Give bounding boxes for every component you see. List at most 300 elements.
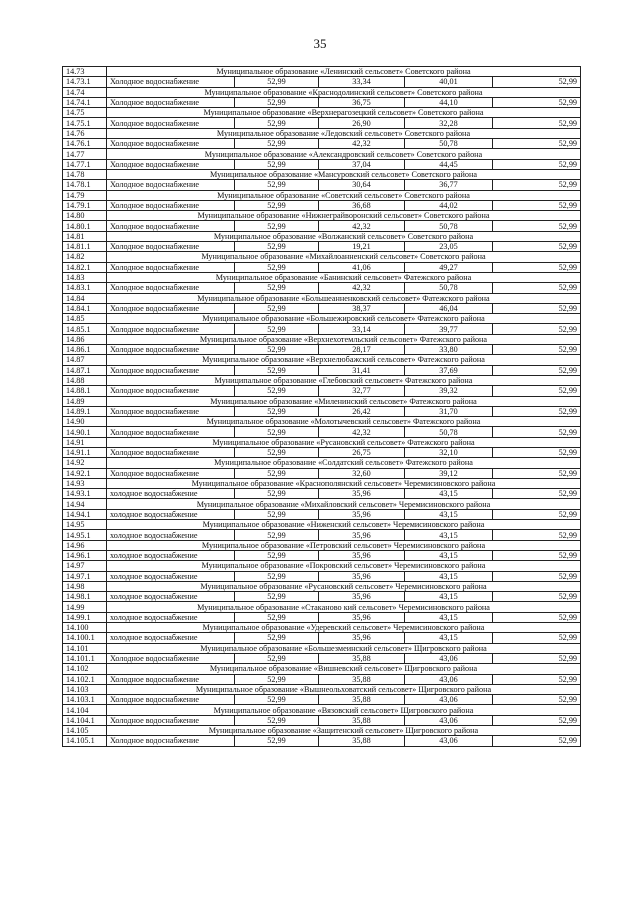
service-name: Холодное водоснабжение <box>107 427 235 437</box>
value-2: 36,68 <box>319 200 405 210</box>
service-row <box>63 303 581 313</box>
municipality-title: Муниципальное образование «Ледовский сельсовет» Советского района <box>107 128 581 138</box>
municipality-title: Муниципальное образование «Верхнелюбажский сельсовет» Фатежского района <box>107 355 581 365</box>
section-number: 14.82 <box>63 252 107 262</box>
service-row <box>63 550 581 560</box>
service-row <box>63 674 581 684</box>
value-3: 43,15 <box>405 550 493 560</box>
subsection-number: 14.88.1 <box>63 386 107 396</box>
value-1: 52,99 <box>235 571 319 581</box>
municipality-row <box>63 128 581 138</box>
service-name: Холодное водоснабжение <box>107 447 235 457</box>
service-name: Холодное водоснабжение <box>107 386 235 396</box>
value-2: 35,96 <box>319 489 405 499</box>
subsection-number: 14.87.1 <box>63 365 107 375</box>
subsection-number: 14.78.1 <box>63 180 107 190</box>
value-4: 52,99 <box>493 283 581 293</box>
value-3: 50,78 <box>405 139 493 149</box>
tariff-table-body <box>63 67 581 747</box>
tariff-table <box>62 66 581 747</box>
value-2: 35,96 <box>319 530 405 540</box>
service-row <box>63 242 581 252</box>
service-name: Холодное водоснабжение <box>107 468 235 478</box>
value-1: 52,99 <box>235 242 319 252</box>
municipality-title: Муниципальное образование «Михайлоанненский сельсовет» Советского района <box>107 252 581 262</box>
subsection-number: 14.79.1 <box>63 200 107 210</box>
service-name: холодное водоснабжение <box>107 571 235 581</box>
section-number: 14.102 <box>63 664 107 674</box>
value-3: 49,27 <box>405 262 493 272</box>
section-number: 14.81 <box>63 231 107 241</box>
municipality-title: Муниципальное образование «Глебовский сельсовет» Фатежского района <box>107 375 581 385</box>
municipality-row <box>63 396 581 406</box>
value-4: 52,99 <box>493 447 581 457</box>
subsection-number: 14.103.1 <box>63 695 107 705</box>
service-row <box>63 427 581 437</box>
value-1: 52,99 <box>235 345 319 355</box>
service-name: Холодное водоснабжение <box>107 715 235 725</box>
value-3: 43,06 <box>405 674 493 684</box>
service-row <box>63 200 581 210</box>
value-2: 32,60 <box>319 468 405 478</box>
municipality-row <box>63 458 581 468</box>
value-1: 52,99 <box>235 612 319 622</box>
subsection-number: 14.99.1 <box>63 612 107 622</box>
subsection-number: 14.75.1 <box>63 118 107 128</box>
service-name: Холодное водоснабжение <box>107 653 235 663</box>
service-row <box>63 736 581 746</box>
municipality-row <box>63 643 581 653</box>
value-3: 43,15 <box>405 530 493 540</box>
municipality-title: Муниципальное образование «Большеанненковский сельсовет» Фатежского района <box>107 293 581 303</box>
municipality-row <box>63 684 581 694</box>
value-2: 37,04 <box>319 159 405 169</box>
value-1: 52,99 <box>235 97 319 107</box>
value-2: 30,64 <box>319 180 405 190</box>
service-name: холодное водоснабжение <box>107 550 235 560</box>
value-2: 35,88 <box>319 695 405 705</box>
value-3: 37,69 <box>405 365 493 375</box>
municipality-row <box>63 334 581 344</box>
value-2: 28,17 <box>319 345 405 355</box>
subsection-number: 14.100.1 <box>63 633 107 643</box>
subsection-number: 14.91.1 <box>63 447 107 457</box>
municipality-title: Муниципальное образование «Краснодолинский сельсовет» Советского района <box>107 87 581 97</box>
municipality-row <box>63 561 581 571</box>
subsection-number: 14.76.1 <box>63 139 107 149</box>
subsection-number: 14.77.1 <box>63 159 107 169</box>
subsection-number: 14.96.1 <box>63 550 107 560</box>
value-3: 43,15 <box>405 509 493 519</box>
value-4: 52,99 <box>493 324 581 334</box>
subsection-number: 14.81.1 <box>63 242 107 252</box>
subsection-number: 14.74.1 <box>63 97 107 107</box>
page-number: 35 <box>313 36 327 51</box>
value-4: 52,99 <box>493 530 581 540</box>
subsection-number: 14.101.1 <box>63 653 107 663</box>
value-1: 52,99 <box>235 530 319 540</box>
municipality-title: Муниципальное образование «Александровский сельсовет» Советского района <box>107 149 581 159</box>
value-2: 33,34 <box>319 77 405 87</box>
municipality-row <box>63 355 581 365</box>
value-2: 26,42 <box>319 406 405 416</box>
subsection-number: 14.105.1 <box>63 736 107 746</box>
section-number: 14.74 <box>63 87 107 97</box>
municipality-title: Муниципальное образование «Большежировский сельсовет» Фатежского района <box>107 314 581 324</box>
value-4: 52,99 <box>493 180 581 190</box>
value-1: 52,99 <box>235 427 319 437</box>
subsection-number: 14.80.1 <box>63 221 107 231</box>
subsection-number: 14.97.1 <box>63 571 107 581</box>
municipality-title: Муниципальное образование «Банинский сельсовет» Фатежского района <box>107 272 581 282</box>
value-1: 52,99 <box>235 695 319 705</box>
section-number: 14.85 <box>63 314 107 324</box>
value-1: 52,99 <box>235 283 319 293</box>
value-2: 42,32 <box>319 427 405 437</box>
municipality-title: Муниципальное образование «Нижнеграйворонский сельсовет» Советского района <box>107 211 581 221</box>
municipality-row <box>63 375 581 385</box>
municipality-title: Муниципальное образование «Советский сельсовет» Советского района <box>107 190 581 200</box>
value-3: 50,78 <box>405 283 493 293</box>
value-3: 50,78 <box>405 427 493 437</box>
value-3: 40,01 <box>405 77 493 87</box>
value-3: 43,06 <box>405 653 493 663</box>
value-4: 52,99 <box>493 221 581 231</box>
service-row <box>63 118 581 128</box>
service-name: Холодное водоснабжение <box>107 180 235 190</box>
municipality-row <box>63 520 581 530</box>
section-number: 14.88 <box>63 375 107 385</box>
municipality-row <box>63 581 581 591</box>
service-row <box>63 221 581 231</box>
municipality-row <box>63 437 581 447</box>
section-number: 14.84 <box>63 293 107 303</box>
section-number: 14.94 <box>63 499 107 509</box>
value-3: 50,78 <box>405 221 493 231</box>
value-1: 52,99 <box>235 221 319 231</box>
service-name: Холодное водоснабжение <box>107 303 235 313</box>
municipality-row <box>63 87 581 97</box>
section-number: 14.86 <box>63 334 107 344</box>
municipality-row <box>63 293 581 303</box>
municipality-row <box>63 602 581 612</box>
value-2: 38,37 <box>319 303 405 313</box>
value-1: 52,99 <box>235 736 319 746</box>
value-2: 35,88 <box>319 715 405 725</box>
value-2: 36,75 <box>319 97 405 107</box>
service-name: Холодное водоснабжение <box>107 97 235 107</box>
value-4: 52,99 <box>493 159 581 169</box>
value-4: 52,99 <box>493 345 581 355</box>
municipality-row <box>63 190 581 200</box>
value-3: 46,04 <box>405 303 493 313</box>
value-3: 43,06 <box>405 695 493 705</box>
municipality-title: Муниципальное образование «Петровский сельсовет» Черемисиновского района <box>107 540 581 550</box>
service-row <box>63 283 581 293</box>
municipality-row <box>63 705 581 715</box>
value-1: 52,99 <box>235 715 319 725</box>
value-4: 52,99 <box>493 571 581 581</box>
value-4: 52,99 <box>493 242 581 252</box>
service-name: холодное водоснабжение <box>107 530 235 540</box>
service-row <box>63 262 581 272</box>
service-name: Холодное водоснабжение <box>107 283 235 293</box>
municipality-title: Муниципальное образование «Вязовский сельсовет» Щигровского района <box>107 705 581 715</box>
municipality-title: Муниципальное образование «Молотычевский сельсовет» Фатежского района <box>107 417 581 427</box>
service-row <box>63 97 581 107</box>
subsection-number: 14.82.1 <box>63 262 107 272</box>
value-4: 52,99 <box>493 406 581 416</box>
value-3: 43,15 <box>405 571 493 581</box>
service-name: Холодное водоснабжение <box>107 674 235 684</box>
value-1: 52,99 <box>235 674 319 684</box>
value-1: 52,99 <box>235 489 319 499</box>
service-row <box>63 489 581 499</box>
municipality-title: Муниципальное образование «Краснополянский сельсовет» Черемисиновского района <box>107 478 581 488</box>
service-row <box>63 324 581 334</box>
municipality-title: Муниципальное образование «Ниженский сельсовет» Черемисиновского района <box>107 520 581 530</box>
section-number: 14.99 <box>63 602 107 612</box>
value-4: 52,99 <box>493 653 581 663</box>
value-2: 35,96 <box>319 550 405 560</box>
municipality-row <box>63 231 581 241</box>
section-number: 14.93 <box>63 478 107 488</box>
service-row <box>63 509 581 519</box>
value-4: 52,99 <box>493 612 581 622</box>
value-2: 32,77 <box>319 386 405 396</box>
municipality-row <box>63 108 581 118</box>
municipality-row <box>63 314 581 324</box>
section-number: 14.105 <box>63 726 107 736</box>
service-name: Холодное водоснабжение <box>107 242 235 252</box>
value-2: 33,14 <box>319 324 405 334</box>
value-3: 43,06 <box>405 715 493 725</box>
value-4: 52,99 <box>493 365 581 375</box>
value-1: 52,99 <box>235 509 319 519</box>
service-row <box>63 406 581 416</box>
service-name: Холодное водоснабжение <box>107 77 235 87</box>
value-4: 52,99 <box>493 468 581 478</box>
service-name: холодное водоснабжение <box>107 612 235 622</box>
section-number: 14.78 <box>63 169 107 179</box>
municipality-title: Муниципальное образование «Стаканово кий сельсовет» Черемисиновского района <box>107 602 581 612</box>
service-row <box>63 139 581 149</box>
service-row <box>63 365 581 375</box>
value-3: 32,10 <box>405 447 493 457</box>
service-row <box>63 386 581 396</box>
service-name: холодное водоснабжение <box>107 592 235 602</box>
municipality-row <box>63 169 581 179</box>
municipality-title: Муниципальное образование «Мансуровский сельсовет» Советского района <box>107 169 581 179</box>
subsection-number: 14.85.1 <box>63 324 107 334</box>
value-1: 52,99 <box>235 180 319 190</box>
value-1: 52,99 <box>235 324 319 334</box>
municipality-title: Муниципальное образование «Верхнехотемльский сельсовет» Фатежского района <box>107 334 581 344</box>
value-4: 52,99 <box>493 695 581 705</box>
value-4: 52,99 <box>493 97 581 107</box>
value-3: 43,15 <box>405 612 493 622</box>
section-number: 14.92 <box>63 458 107 468</box>
subsection-number: 14.92.1 <box>63 468 107 478</box>
value-3: 43,06 <box>405 736 493 746</box>
value-2: 35,96 <box>319 612 405 622</box>
value-3: 39,12 <box>405 468 493 478</box>
value-4: 52,99 <box>493 736 581 746</box>
service-row <box>63 653 581 663</box>
value-3: 44,45 <box>405 159 493 169</box>
value-2: 31,41 <box>319 365 405 375</box>
service-row <box>63 530 581 540</box>
value-1: 52,99 <box>235 118 319 128</box>
section-number: 14.104 <box>63 705 107 715</box>
value-1: 52,99 <box>235 303 319 313</box>
municipality-title: Муниципальное образование «Защитенский сельсовет» Щигровского района <box>107 726 581 736</box>
subsection-number: 14.95.1 <box>63 530 107 540</box>
service-name: Холодное водоснабжение <box>107 345 235 355</box>
value-1: 52,99 <box>235 653 319 663</box>
municipality-row <box>63 540 581 550</box>
value-2: 35,96 <box>319 509 405 519</box>
value-4: 52,99 <box>493 118 581 128</box>
value-3: 44,02 <box>405 200 493 210</box>
value-2: 19,21 <box>319 242 405 252</box>
municipality-row <box>63 149 581 159</box>
value-4: 52,99 <box>493 674 581 684</box>
section-number: 14.98 <box>63 581 107 591</box>
municipality-row <box>63 623 581 633</box>
municipality-row <box>63 478 581 488</box>
subsection-number: 14.104.1 <box>63 715 107 725</box>
municipality-title: Муниципальное образование «Вышнеольховатский сельсовет» Щигровского района <box>107 684 581 694</box>
section-number: 14.73 <box>63 67 107 77</box>
service-name: холодное водоснабжение <box>107 633 235 643</box>
service-name: Холодное водоснабжение <box>107 262 235 272</box>
value-3: 39,32 <box>405 386 493 396</box>
value-1: 52,99 <box>235 200 319 210</box>
value-4: 52,99 <box>493 386 581 396</box>
value-4: 52,99 <box>493 633 581 643</box>
value-4: 52,99 <box>493 262 581 272</box>
value-1: 52,99 <box>235 447 319 457</box>
service-row <box>63 159 581 169</box>
subsection-number: 14.83.1 <box>63 283 107 293</box>
value-3: 39,77 <box>405 324 493 334</box>
service-name: Холодное водоснабжение <box>107 695 235 705</box>
value-2: 35,88 <box>319 653 405 663</box>
value-3: 36,77 <box>405 180 493 190</box>
service-row <box>63 468 581 478</box>
value-3: 43,15 <box>405 633 493 643</box>
value-1: 52,99 <box>235 633 319 643</box>
service-name: Холодное водоснабжение <box>107 159 235 169</box>
value-4: 52,99 <box>493 592 581 602</box>
subsection-number: 14.94.1 <box>63 509 107 519</box>
value-4: 52,99 <box>493 715 581 725</box>
municipality-title: Муниципальное образование «Вишневский сельсовет» Щигровского района <box>107 664 581 674</box>
value-1: 52,99 <box>235 365 319 375</box>
value-3: 31,70 <box>405 406 493 416</box>
municipality-title: Муниципальное образование «Михайловский сельсовет» Черемисиновского района <box>107 499 581 509</box>
value-2: 26,75 <box>319 447 405 457</box>
municipality-title: Муниципальное образование «Волжанский сельсовет» Советского района <box>107 231 581 241</box>
section-number: 14.75 <box>63 108 107 118</box>
value-2: 35,96 <box>319 633 405 643</box>
section-number: 14.87 <box>63 355 107 365</box>
municipality-title: Муниципальное образование «Ленинский сельсовет» Советского района <box>107 67 581 77</box>
value-4: 52,99 <box>493 427 581 437</box>
subsection-number: 14.90.1 <box>63 427 107 437</box>
municipality-title: Муниципальное образование «Миленинский сельсовет» Фатежского района <box>107 396 581 406</box>
subsection-number: 14.102.1 <box>63 674 107 684</box>
section-number: 14.96 <box>63 540 107 550</box>
subsection-number: 14.93.1 <box>63 489 107 499</box>
section-number: 14.80 <box>63 211 107 221</box>
value-2: 41,06 <box>319 262 405 272</box>
section-number: 14.103 <box>63 684 107 694</box>
value-3: 32,28 <box>405 118 493 128</box>
service-name: Холодное водоснабжение <box>107 221 235 231</box>
service-name: холодное водоснабжение <box>107 509 235 519</box>
section-number: 14.91 <box>63 437 107 447</box>
section-number: 14.95 <box>63 520 107 530</box>
municipality-row <box>63 726 581 736</box>
value-4: 52,99 <box>493 509 581 519</box>
municipality-row <box>63 211 581 221</box>
value-1: 52,99 <box>235 550 319 560</box>
service-row <box>63 447 581 457</box>
section-number: 14.101 <box>63 643 107 653</box>
section-number: 14.76 <box>63 128 107 138</box>
value-1: 52,99 <box>235 159 319 169</box>
municipality-title: Муниципальное образование «Русановский сельсовет» Фатежского района <box>107 437 581 447</box>
value-2: 42,32 <box>319 283 405 293</box>
value-1: 52,99 <box>235 592 319 602</box>
service-row <box>63 77 581 87</box>
municipality-title: Муниципальное образование «Удеревский сельсовет» Черемисиновского района <box>107 623 581 633</box>
value-3: 23,05 <box>405 242 493 252</box>
value-3: 33,80 <box>405 345 493 355</box>
service-name: Холодное водоснабжение <box>107 139 235 149</box>
value-4: 52,99 <box>493 77 581 87</box>
service-row <box>63 695 581 705</box>
municipality-row <box>63 417 581 427</box>
value-1: 52,99 <box>235 468 319 478</box>
value-4: 52,99 <box>493 303 581 313</box>
value-4: 52,99 <box>493 489 581 499</box>
value-3: 43,15 <box>405 592 493 602</box>
value-4: 52,99 <box>493 139 581 149</box>
service-name: Холодное водоснабжение <box>107 365 235 375</box>
value-1: 52,99 <box>235 139 319 149</box>
service-name: Холодное водоснабжение <box>107 118 235 128</box>
service-row <box>63 592 581 602</box>
service-name: холодное водоснабжение <box>107 489 235 499</box>
section-number: 14.89 <box>63 396 107 406</box>
section-number: 14.77 <box>63 149 107 159</box>
section-number: 14.97 <box>63 561 107 571</box>
subsection-number: 14.89.1 <box>63 406 107 416</box>
municipality-row <box>63 67 581 77</box>
municipality-title: Муниципальное образование «Верхнерагозецкий сельсовет» Советского района <box>107 108 581 118</box>
value-1: 52,99 <box>235 406 319 416</box>
service-name: Холодное водоснабжение <box>107 200 235 210</box>
section-number: 14.90 <box>63 417 107 427</box>
value-1: 52,99 <box>235 386 319 396</box>
municipality-title: Муниципальное образование «Русановский сельсовет» Черемисиновского района <box>107 581 581 591</box>
subsection-number: 14.98.1 <box>63 592 107 602</box>
municipality-row <box>63 664 581 674</box>
service-name: Холодное водоснабжение <box>107 324 235 334</box>
